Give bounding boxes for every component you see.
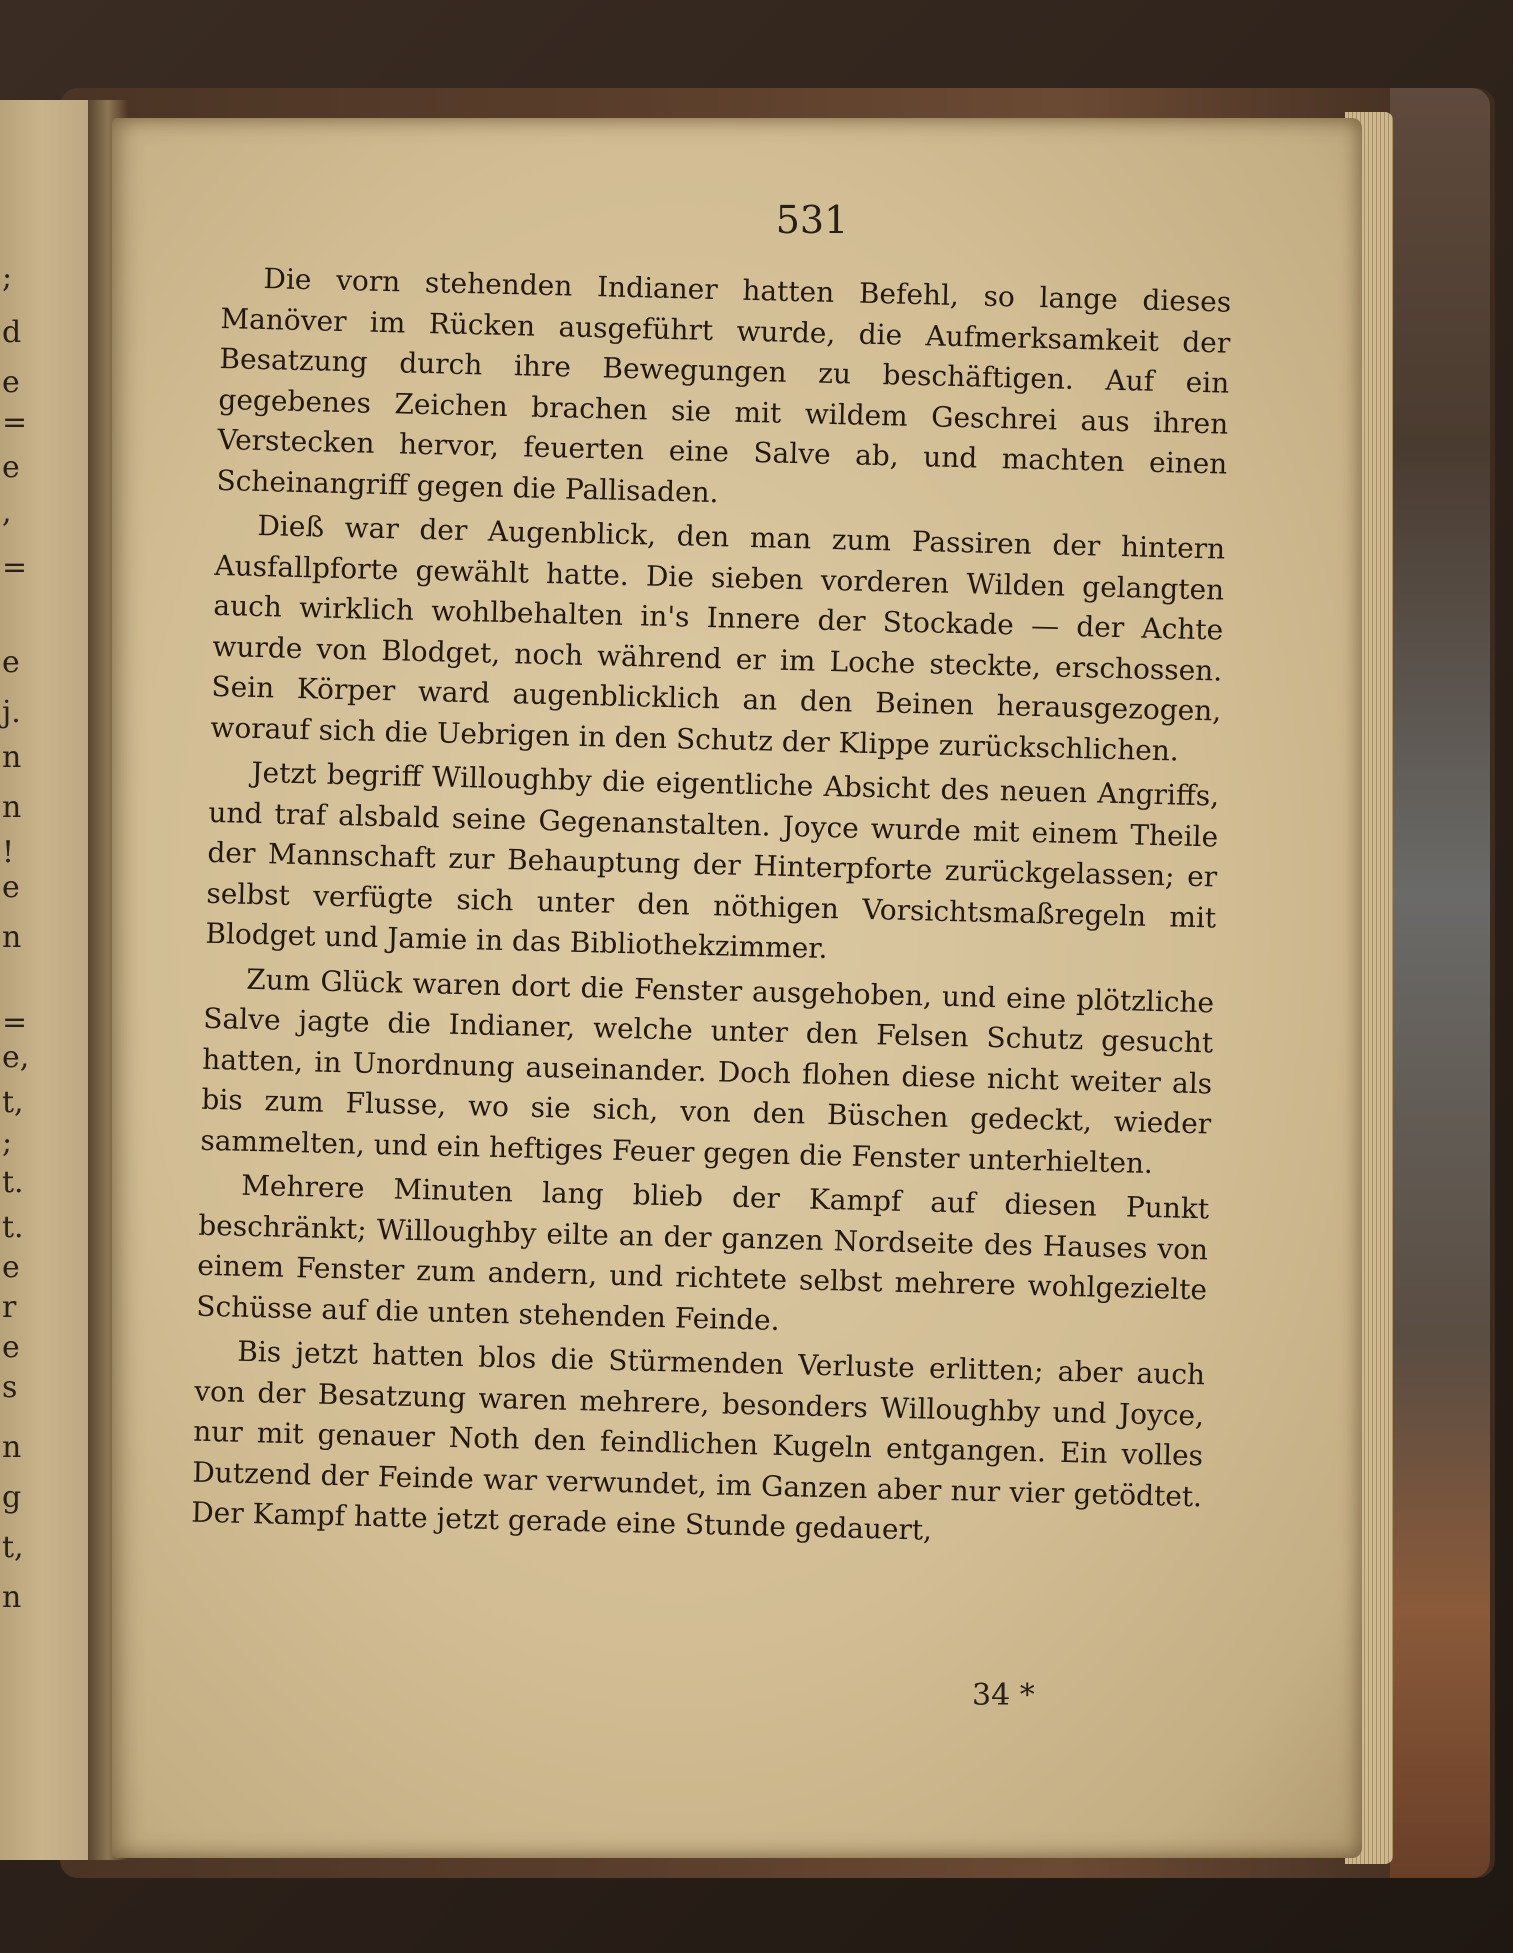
paragraph: Zum Glück waren dort die Fenster ausgehoben, und eine plötzliche Salve jagte die Indianer, welche unter den Felsen Schutz gesucht hatten, in Unordnung auseinander. Doch flohen diese nicht weiter als bis zum Flusse, wo sie sich, von den Büschen gedeckt, wieder sammelten, und ein heftiges Feuer gegen die Fenster unterhielten. <box>200 962 1215 1180</box>
left-page-letter: ; <box>2 1125 13 1160</box>
body-text <box>191 258 1232 1562</box>
left-page-letter: n <box>2 920 22 955</box>
left-page-letter: n <box>2 1580 22 1615</box>
left-page-letter: t, <box>2 1530 24 1565</box>
book-cover-edge <box>1390 88 1490 1878</box>
left-page-letter: g <box>2 1480 22 1515</box>
left-page-letter: n <box>2 790 22 825</box>
left-page-letter: j. <box>2 695 21 730</box>
left-page-letter: n <box>2 740 22 775</box>
left-page-letter: n <box>2 1430 22 1465</box>
left-page-letter: ; <box>2 260 13 295</box>
left-page-letter: ! <box>2 835 15 870</box>
left-page-letter: e <box>2 870 20 905</box>
left-page-letter: e <box>2 365 20 400</box>
left-page-letter: e <box>2 1330 20 1365</box>
page-number: 531 <box>775 198 849 242</box>
left-page-letter: t, <box>2 1085 24 1120</box>
paragraph: Bis jetzt hatten blos die Stürmenden Verluste erlitten; aber auch von der Besatzung waren mehrere, besonders Willoughby und Joyce, nur mit genauer Noth den feindlichen Kugeln entgangen. Ein volles Dutzend der Feinde war verwundet, im Ganzen aber nur vier getödtet. Der Kampf hatte jetzt gerade eine Stunde gedauert, <box>190 1334 1206 1547</box>
paragraph: Jetzt begriff Willoughby die eigentliche Absicht des neuen Angriffs, und traf alsbald seine Gegenanstalten. Joyce wurde mit einem Theile der Mannschaft zur Behauptung der Hinterpforte zurückgelassen; er selbst verfügte sich unter den nöthigen Vorsichtsmaßregeln mit Blodget und Jamie in das Bibliothekzimmer. <box>205 755 1220 965</box>
signature-mark: 34 * <box>972 1678 1035 1713</box>
left-page-letter: s <box>2 1370 18 1405</box>
paragraph: Mehrere Minuten lang blieb der Kampf auf diesen Punkt beschränkt; Willoughby eilte an der ganzen Nordseite des Hauses von einem Fenster zum andern, und richtete selbst mehrere wohlgezielte Schüsse auf die unten stehenden Feinde. <box>195 1168 1210 1337</box>
left-page-letter: r <box>2 1290 17 1325</box>
left-page-letter: = <box>2 405 28 440</box>
paragraph: Die vorn stehenden Indianer hatten Befehl, so lange dieses Manöver im Rücken ausgeführt wurde, die Aufmerksamkeit der Besatzung durch ihre Bewegungen zu beschäftigen. Auf ein gegebenes Zeichen brachen sie mit wildem Geschrei aus ihren Verstecken hervor, feuerten eine Salve ab, und machten einen Scheinangriff gegen die Pallisaden. <box>216 262 1232 509</box>
left-page-letter: e, <box>2 1040 30 1075</box>
left-page-letter: t. <box>2 1210 24 1245</box>
left-page-letter: t. <box>2 1165 24 1200</box>
left-page-letter: e <box>2 645 20 680</box>
right-page <box>112 118 1362 1858</box>
paragraph: Dieß war der Augenblick, den man zum Passiren der hintern Ausfallpforte gewählt hatte. Die sieben vorderen Wilden gelangten auch wirklich wohlbehalten in's Innere der Stockade — der Achte wurde von Blodget, noch während er im Loche steckte, erschossen. Sein Körper ward augenblicklich an den Beinen herausgezogen, worauf sich die Uebrigen in den Schutz der Klippe zurückschlichen. <box>210 508 1226 768</box>
left-page-letter: = <box>2 1005 28 1040</box>
left-page-letter: d <box>2 315 22 350</box>
left-page-letter: e <box>2 1250 20 1285</box>
left-page-letter: e <box>2 450 20 485</box>
left-page-letter: = <box>2 550 28 585</box>
left-page-letter: , <box>2 495 12 530</box>
